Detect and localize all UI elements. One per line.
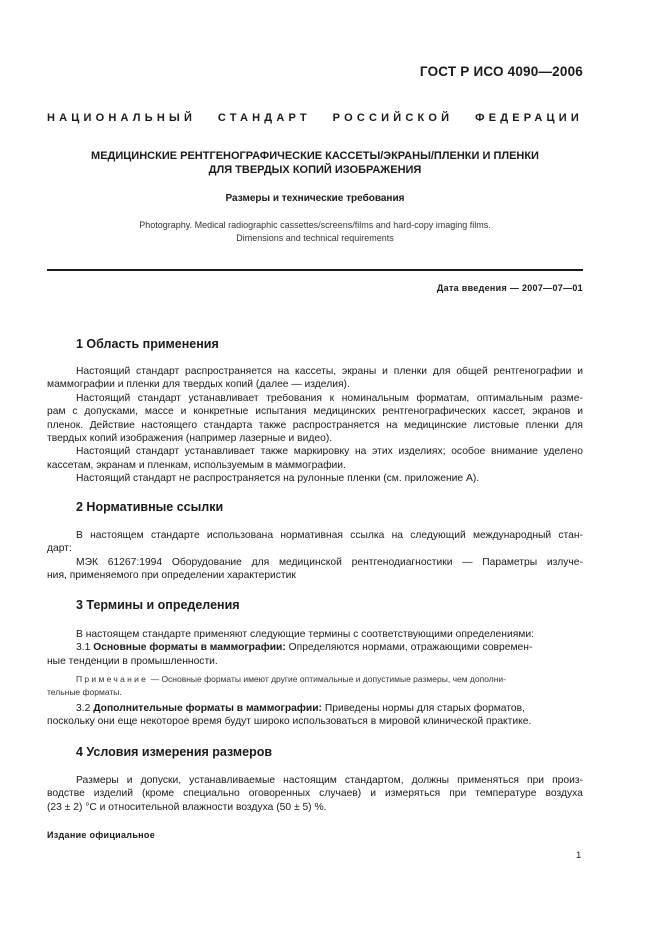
text-line: В настоящем стандарте использована нормативная ссылка на следующий международный стан- [76, 530, 583, 541]
text-line: водстве изделий (кроме специально оговоренных случаев) и измеряться при температуре воздуха [47, 788, 583, 800]
text-line: В настоящем стандарте применяют следующие термины с соответствующими определениями: [76, 629, 534, 640]
text-line: Настоящий стандарт устанавливает требования к номинальным форматам, оптимальным разме- [76, 392, 583, 404]
text-line: маммографии и пленки для твердых копий (далее — изделия). [47, 379, 350, 391]
national-word: ФЕДЕРАЦИИ [475, 112, 583, 124]
text-line: рам с допусками, массе и конкретные испытания медицинских рентгенографических кассет, экранов и [47, 406, 583, 418]
page-number: 1 [576, 850, 582, 861]
header-divider [47, 269, 583, 271]
section-4-heading: 4 Условия измерения размеров [76, 745, 273, 759]
text-line: (23 ± 2) °С и относительной влажности воздуха (50 ± 5) %. [47, 801, 327, 813]
english-title-line1: Photography. Medical radiographic cassettes/screens/films and hard-copy imaging films. [139, 220, 491, 230]
note-block [47, 673, 583, 698]
text-line: твердых копий изображения (например лазерные и видео). [47, 433, 333, 445]
definition-3-2-block [47, 702, 583, 729]
note-label: Примечание [76, 674, 149, 684]
national-word: СТАНДАРТ [217, 112, 311, 124]
text-line: ния, применяемого при определении характеристик [47, 570, 296, 582]
document-title-line2: ДЛЯ ТВЕРДЫХ КОПИЙ ИЗОБРАЖЕНИЯ [208, 164, 422, 176]
official-edition-label: Издание официальное [47, 830, 156, 840]
text-line: кассетам, экранам и пленкам, используемым в маммографии. [47, 459, 346, 471]
term-additional-formats: Дополнительные форматы в маммографии: [93, 703, 322, 714]
section-3-body [47, 628, 583, 668]
section-3-heading: 3 Термины и определения [76, 598, 240, 612]
text-line: МЭК 61267:1994 Оборудование для медицинской рентгенодиагностики — Параметры излуче- [76, 556, 583, 568]
definition-3-2: 3.2 Дополнительные форматы в маммографии: Приведены нормы для старых форматов, [76, 703, 525, 714]
section-2-heading: 2 Нормативные ссылки [76, 500, 224, 514]
definition-3-1: 3.1 Основные форматы в маммографии: Определяются нормами, отражающими современ- [76, 642, 533, 654]
text-line: Настоящий стандарт распространяется на кассеты, экраны и пленки для общей рентгенографии и [76, 366, 583, 377]
introduction-date: Дата введения — 2007—07—01 [436, 283, 583, 293]
text-line: ные тенденции в промышленности. [47, 655, 218, 667]
national-word: НАЦИОНАЛЬНЫЙ [47, 112, 197, 124]
term-basic-formats: Основные форматы в маммографии: [93, 642, 286, 654]
section-2-body [47, 529, 583, 583]
note-line: тельные форматы. [47, 686, 122, 697]
document-subtitle: Размеры и технические требования [225, 193, 405, 204]
text-line: поскольку они еще некоторое время будут широко использоваться в мировой клинической практике. [47, 716, 532, 728]
text-line: дарт: [47, 543, 72, 555]
section-1-body [47, 365, 583, 486]
english-title-line2: Dimensions and technical requirements [236, 233, 394, 243]
note-line: Примечание — Основные форматы имеют другие оптимальные и допустимые размеры, чем дополни- [76, 674, 506, 684]
text-line: Размеры и допуски, устанавливаемые настоящим стандартом, должны применяться при произ- [76, 775, 583, 786]
national-standard-banner [47, 112, 583, 124]
text-line: Настоящий стандарт устанавливает также маркировку на этих изделиях; особое внимание уделено [76, 446, 583, 458]
document-title-line1: МЕДИЦИНСКИЕ РЕНТГЕНОГРАФИЧЕСКИЕ КАССЕТЫ/ЭКРАНЫ/ПЛЕНКИ И ПЛЕНКИ [91, 150, 539, 162]
text-line: пленок. Действие настоящего стандарта также распространяется на медицинские листовые пленки для [47, 419, 583, 431]
gost-number: ГОСТ Р ИСО 4090—2006 [419, 64, 583, 79]
national-word: РОССИЙСКОЙ [332, 112, 454, 124]
section-1-heading: 1 Область применения [76, 337, 219, 351]
section-4-body [47, 774, 583, 814]
text-line: Настоящий стандарт не распространяется на рулонные пленки (см. приложение А). [76, 473, 480, 485]
